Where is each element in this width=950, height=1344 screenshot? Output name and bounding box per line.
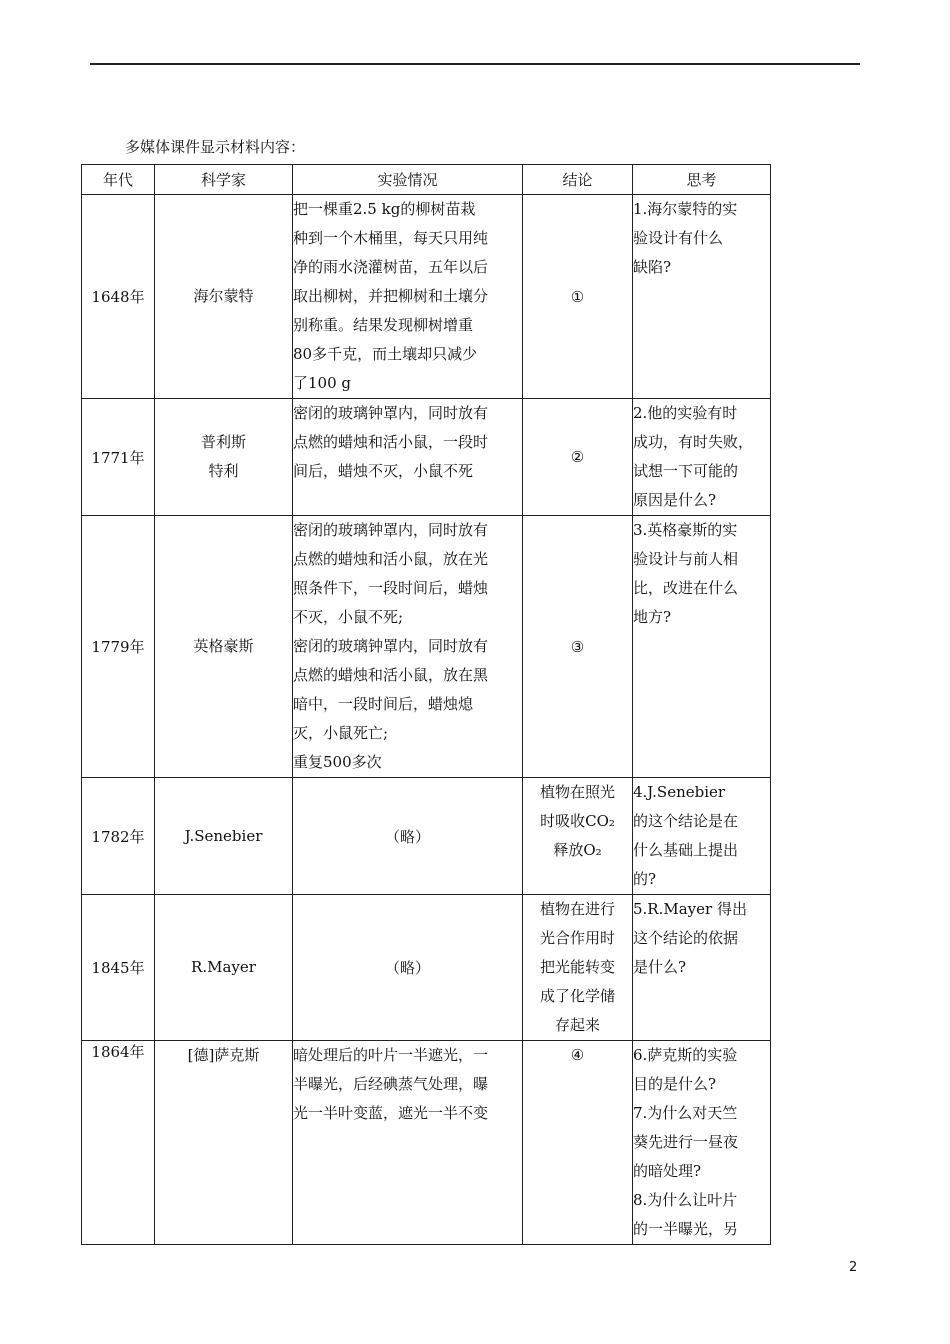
experiment-cell-line: 间后，蜡烛不灭，小鼠不死 — [293, 462, 474, 480]
thinking-cell-line: 3.英格豪斯的实 — [633, 521, 738, 539]
experiment-cell-line: 密闭的玻璃钟罩内，同时放有 — [293, 637, 489, 655]
scientist-cell — [155, 195, 293, 399]
thinking-cell-line: 比，改进在什么 — [633, 579, 739, 597]
table-row — [82, 1041, 771, 1245]
conclusion-cell-line: 释放O₂ — [553, 841, 602, 859]
scientist-cell-line: 英格豪斯 — [193, 637, 254, 655]
conclusion-cell-line: 植物在进行 — [539, 900, 615, 918]
conclusion-cell — [523, 195, 633, 399]
conclusion-cell-line: 把光能转变 — [539, 958, 615, 976]
experiment-cell-line: 暗处理后的叶片一半遮光，一 — [293, 1046, 489, 1064]
conclusion-cell-line: ④ — [570, 1046, 585, 1064]
conclusion-cell-line: 植物在照光 — [539, 783, 615, 801]
experiment-cell-line: 点燃的蜡烛和活小鼠，一段时 — [293, 433, 489, 451]
conclusion-cell-line: 成了化学储 — [539, 987, 615, 1005]
scientist-cell-line: 普利斯 — [200, 433, 246, 451]
experiment-cell-line: 暗中，一段时间后，蜡烛熄 — [293, 695, 474, 713]
thinking-cell-line: 是什么? — [633, 958, 687, 976]
thinking-cell-line: 这个结论的依据 — [633, 929, 739, 947]
year-cell: 1771年 — [82, 399, 155, 516]
thinking-cell-line: 地方? — [633, 608, 672, 626]
experiment-cell-line: 不灭，小鼠不死; — [293, 608, 404, 626]
conclusion-cell-line: ③ — [570, 637, 585, 656]
experiment-cell-line: 灭，小鼠死亡; — [293, 724, 389, 742]
experiment-cell-line: 重复500多次 — [293, 753, 382, 771]
thinking-cell-line: 什么基础上提出 — [633, 841, 739, 859]
year-cell: 1845年 — [82, 895, 155, 1041]
year-cell: 1648年 — [82, 195, 155, 399]
thinking-cell-line: 的暗处理? — [633, 1162, 702, 1180]
thinking-cell — [633, 399, 771, 516]
experiment-cell-line: 光一半叶变蓝，遮光一半不变 — [293, 1104, 489, 1122]
year-cell: 1782年 — [82, 778, 155, 895]
conclusion-cell-line: 存起来 — [554, 1016, 600, 1034]
conclusion-cell-line: 光合作用时 — [539, 929, 615, 947]
thinking-cell-line: 1.海尔蒙特的实 — [633, 200, 738, 218]
thinking-cell-line: 缺陷? — [633, 258, 672, 276]
experiment-cell — [293, 399, 523, 516]
thinking-cell-line: 5.R.Mayer 得出 — [633, 900, 747, 918]
experiment-cell-line: （略） — [384, 827, 430, 846]
thinking-cell-line: 葵先进行一昼夜 — [633, 1133, 739, 1151]
thinking-cell — [633, 895, 771, 1041]
thinking-cell-line: 原因是什么? — [633, 491, 717, 509]
scientist-cell-line: 特利 — [208, 462, 239, 480]
thinking-cell-line: 8.为什么让叶片 — [633, 1191, 738, 1209]
experiment-cell-line: 密闭的玻璃钟罩内，同时放有 — [293, 404, 489, 422]
experiment-cell-line: 点燃的蜡烛和活小鼠，放在光 — [293, 550, 489, 568]
header-rule — [90, 63, 860, 65]
year-cell: 1779年 — [82, 516, 155, 778]
table-row — [82, 778, 771, 895]
experiment-cell — [293, 195, 523, 399]
page-number: 2 — [849, 1260, 858, 1275]
scientist-cell-line: [德]萨克斯 — [187, 1046, 260, 1064]
experiment-cell-line: 80多千克，而土壤却只减少 — [293, 345, 478, 363]
thinking-cell-line: 的? — [633, 870, 657, 888]
scientist-cell-line: R.Mayer — [191, 958, 256, 976]
header-thinking: 思考 — [633, 165, 771, 195]
thinking-cell-line: 4.J.Senebier — [633, 783, 726, 801]
thinking-cell-line: 试想一下可能的 — [633, 462, 739, 480]
experiment-cell-line: （略） — [384, 959, 430, 977]
experiment-cell — [293, 1041, 523, 1245]
experiment-cell-line: 了100 g — [293, 374, 352, 392]
thinking-cell-line: 6.萨克斯的实验 — [633, 1046, 738, 1064]
experiment-cell-line: 半曝光，后经碘蒸气处理，曝 — [293, 1075, 489, 1093]
scientist-cell — [155, 516, 293, 778]
experiment-cell-line: 点燃的蜡烛和活小鼠，放在黑 — [293, 666, 489, 684]
experiment-cell-line: 别称重。结果发现柳树增重 — [293, 316, 474, 334]
conclusion-cell-line: ① — [570, 287, 585, 306]
thinking-cell — [633, 1041, 771, 1245]
thinking-cell — [633, 516, 771, 778]
intro-text: 多媒体课件显示材料内容： — [125, 138, 306, 156]
scientist-cell — [155, 1041, 293, 1245]
conclusion-cell — [523, 516, 633, 778]
conclusion-cell-line: 时吸收CO₂ — [540, 812, 615, 830]
experiment-cell-line: 取出柳树，并把柳树和土壤分 — [293, 287, 489, 305]
experiment-cell-line: 种到一个木桶里，每天只用纯 — [293, 229, 489, 247]
header-scientist: 科学家 — [155, 165, 293, 195]
conclusion-cell-line: ② — [570, 448, 585, 466]
experiment-cell-line: 净的雨水浇灌树苗，五年以后 — [293, 258, 489, 276]
experiment-cell — [293, 895, 523, 1041]
conclusion-cell — [523, 399, 633, 516]
history-table — [81, 164, 771, 1245]
scientist-cell — [155, 399, 293, 516]
table-row — [82, 895, 771, 1041]
experiment-cell-line: 密闭的玻璃钟罩内，同时放有 — [293, 521, 489, 539]
experiment-cell — [293, 516, 523, 778]
year-cell: 1864年 — [82, 1041, 155, 1245]
experiment-cell — [293, 778, 523, 895]
scientist-cell-line: J.Senebier — [184, 826, 263, 845]
thinking-cell — [633, 778, 771, 895]
table-row — [82, 399, 771, 516]
thinking-cell-line: 的一半曝光，另 — [633, 1220, 739, 1238]
header-year: 年代 — [82, 165, 155, 195]
thinking-cell-line: 验设计有什么 — [633, 229, 724, 247]
conclusion-cell — [523, 895, 633, 1041]
thinking-cell — [633, 195, 771, 399]
header-conclusion: 结论 — [523, 165, 633, 195]
table-header-row — [82, 165, 771, 195]
scientist-cell — [155, 895, 293, 1041]
conclusion-cell — [523, 778, 633, 895]
thinking-cell-line: 2.他的实验有时 — [633, 404, 738, 422]
thinking-cell-line: 验设计与前人相 — [633, 550, 739, 568]
experiment-cell-line: 把一棵重2.5 kg的柳树苗栽 — [293, 200, 476, 218]
thinking-cell-line: 目的是什么? — [633, 1075, 717, 1093]
thinking-cell-line: 7.为什么对天竺 — [633, 1104, 738, 1122]
header-experiment: 实验情况 — [293, 165, 523, 195]
conclusion-cell — [523, 1041, 633, 1245]
thinking-cell-line: 成功，有时失败， — [633, 433, 754, 451]
scientist-cell-line: 海尔蒙特 — [193, 287, 254, 305]
table-row — [82, 195, 771, 399]
scientist-cell — [155, 778, 293, 895]
table-row — [82, 516, 771, 778]
thinking-cell-line: 的这个结论是在 — [633, 812, 739, 830]
experiment-cell-line: 照条件下，一段时间后，蜡烛 — [293, 579, 489, 597]
